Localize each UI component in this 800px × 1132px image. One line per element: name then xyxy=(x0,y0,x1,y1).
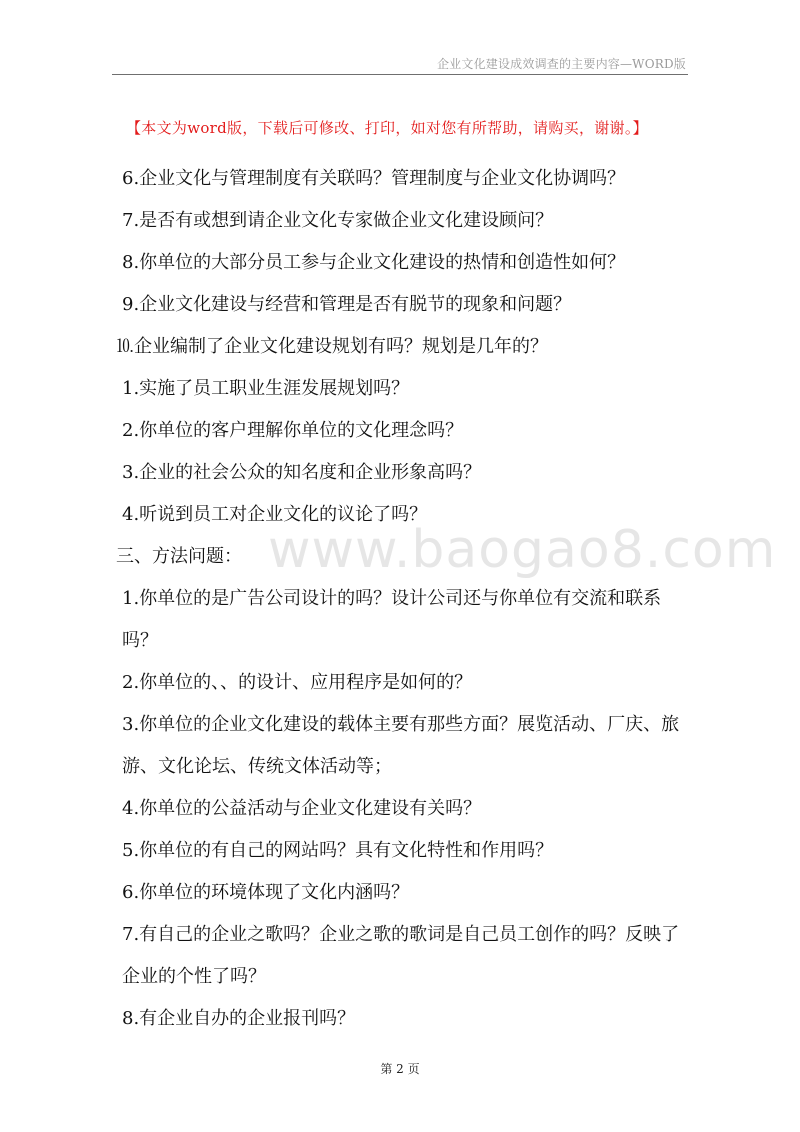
header-divider xyxy=(112,74,688,75)
paragraph-q6-culture-system: 6.企业文化与管理制度有关联吗？管理制度与企业文化协调吗？ xyxy=(122,168,626,189)
paragraph-public-welfare: 4.你单位的公益活动与企业文化建设有关吗？ xyxy=(122,798,482,819)
page-number: 第 2 页 xyxy=(380,1062,420,1076)
paragraph-career-plan: 1.实施了员工职业生涯发展规划吗？ xyxy=(122,378,410,399)
paragraph-company-song: 7.有自己的企业之歌吗？企业之歌的歌词是自己员工创作的吗？反映了企业的个性了吗？ xyxy=(122,924,680,987)
paragraph-ad-design: 1.你单位的是广告公司设计的吗？设计公司还与你单位有交流和联系吗？ xyxy=(122,588,662,651)
paragraph-environment: 6.你单位的环境体现了文化内涵吗？ xyxy=(122,882,410,903)
paragraph-employee-discussion: 4.听说到员工对企业文化的议论了吗？ xyxy=(122,504,428,525)
document-body xyxy=(116,158,696,1040)
paragraph-q8-participation: 8.你单位的大部分员工参与企业文化建设的热情和创造性如何？ xyxy=(122,252,626,273)
paragraph-q7-consultant: 7.是否有或想到请企业文化专家做企业文化建设顾问？ xyxy=(122,210,554,231)
paragraph-q9-disconnect: 9.企业文化建设与经营和管理是否有脱节的现象和问题？ xyxy=(122,294,572,315)
section-heading-methods: 三、方法问题： xyxy=(116,546,242,567)
paragraph-customer-understanding: 2.你单位的客户理解你单位的文化理念吗？ xyxy=(122,420,464,441)
paragraph-design-procedure: 2.你单位的、、的设计、应用程序是如何的？ xyxy=(122,672,473,693)
paragraph-company-newspaper: 8.有企业自办的企业报刊吗？ xyxy=(122,1008,356,1029)
paragraph-website: 5.你单位的有自己的网站吗？具有文化特性和作用吗？ xyxy=(122,840,554,861)
paragraph-q10-planning: ⒑企业编制了企业文化建设规划有吗？规划是几年的？ xyxy=(116,336,548,357)
page-header-title: 企业文化建设成效调查的主要内容—WORD版 xyxy=(436,57,686,71)
paragraph-culture-carriers: 3.你单位的企业文化建设的载体主要有那些方面？展览活动、厂庆、旅游、文化论坛、传统文体活动等； xyxy=(122,714,680,777)
watermark-text: www.baogao8.com xyxy=(268,520,777,580)
download-notice: 【本文为word版，下载后可修改、打印，如对您有所帮助，请购买，谢谢。】 xyxy=(126,119,648,137)
paragraph-public-image: 3.企业的社会公众的知名度和企业形象高吗？ xyxy=(122,462,482,483)
